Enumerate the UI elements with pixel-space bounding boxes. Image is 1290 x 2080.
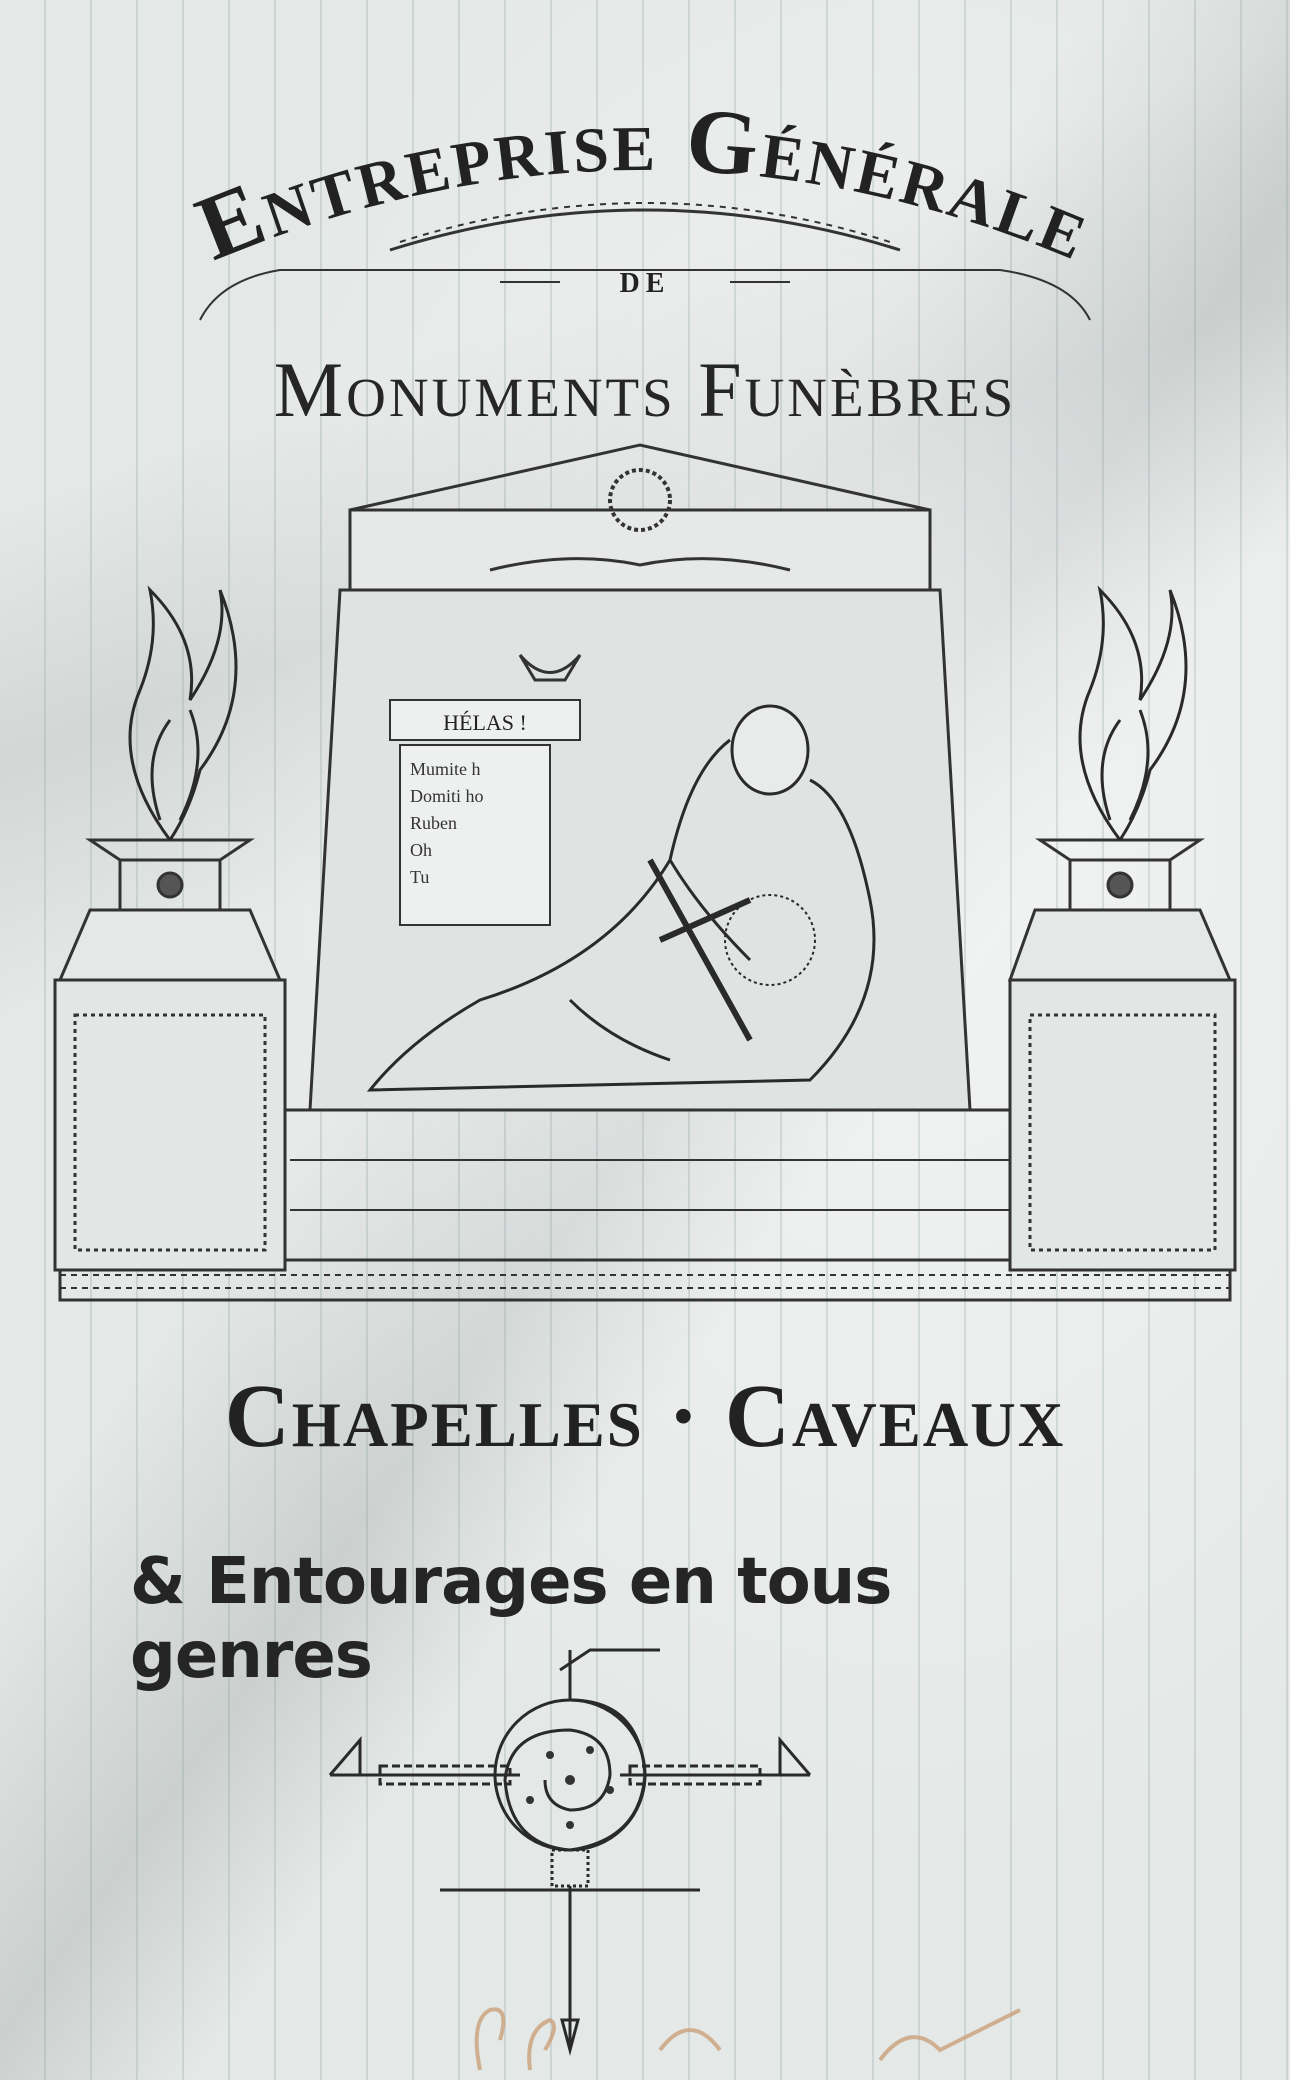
title-de: de (619, 256, 671, 301)
subtitle: Monuments Funèbres (273, 346, 1017, 433)
title-arc (0, 20, 1290, 340)
company-title: Entreprise Générale (183, 87, 1108, 280)
left-pedestal (55, 840, 285, 1270)
tablet-line: Domiti ho (410, 786, 484, 806)
inscription-helas: HÉLAS ! (443, 710, 527, 735)
ornament-bridge-icon (390, 210, 900, 250)
right-flame-icon (1080, 590, 1186, 840)
tablet-line: Tu (410, 867, 430, 887)
monument-illustration (50, 440, 1240, 1360)
left-flame-icon (130, 590, 236, 840)
services-line: Chapelles · Caveaux (224, 1367, 1066, 1466)
svg-text:Entreprise Générale (183, 88, 1107, 280)
handwritten-signature (460, 1980, 1060, 2080)
tagline: & Entourages en tous genres (130, 1545, 892, 1693)
tablet-line: Oh (410, 840, 432, 860)
right-pedestal (1010, 840, 1235, 1270)
tablet-line: Mumite h (410, 759, 481, 779)
tablet-line: Ruben (410, 813, 457, 833)
